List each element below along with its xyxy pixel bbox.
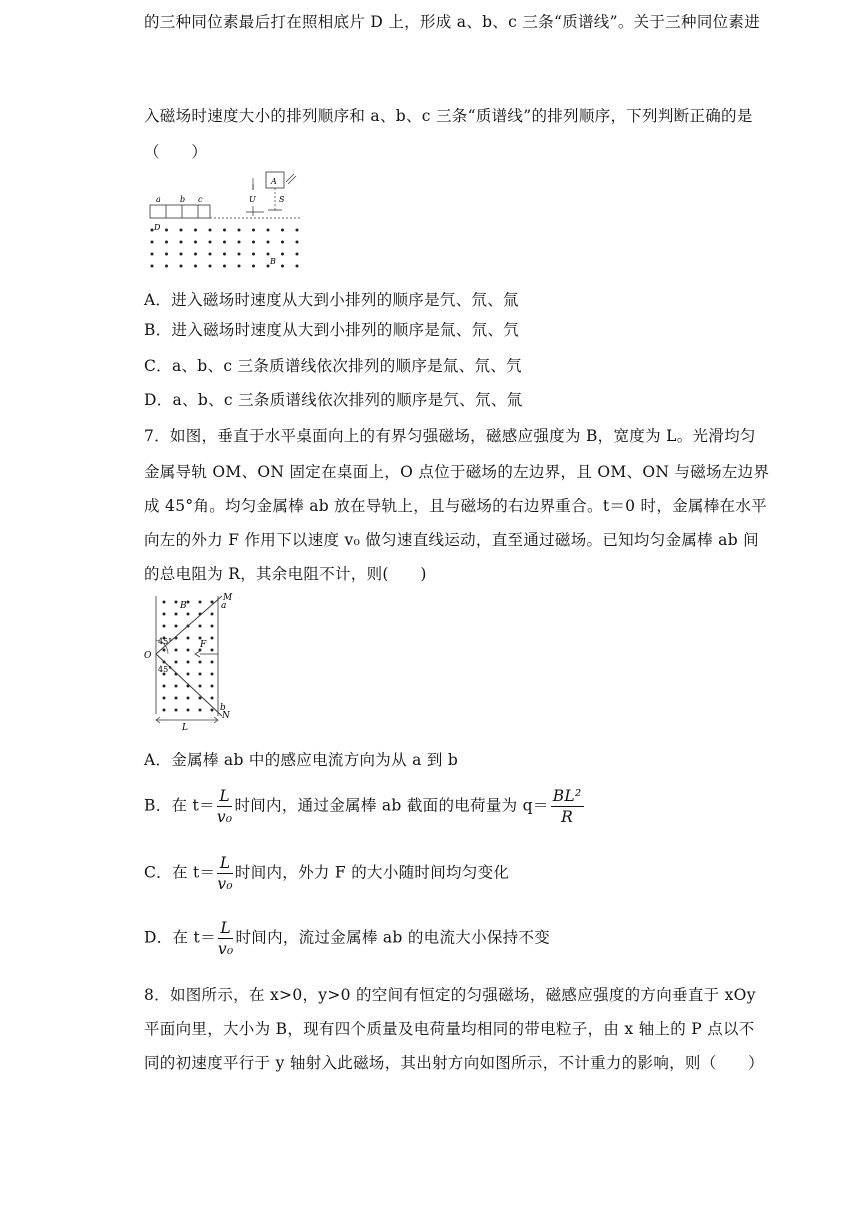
field-dot <box>223 265 226 268</box>
fraction-denominator: R <box>561 808 574 826</box>
field-dot <box>187 697 190 700</box>
field-dot <box>211 613 214 616</box>
q7-option-d <box>144 918 550 959</box>
q7-option-c <box>144 853 509 894</box>
field-dot <box>211 661 214 664</box>
field-dot <box>252 241 255 244</box>
field-dot <box>163 649 166 652</box>
field-dot <box>187 661 190 664</box>
q7-option-b <box>144 786 586 827</box>
field-dot <box>209 241 212 244</box>
field-dot <box>211 709 214 712</box>
q6-option-b: B．进入磁场时速度从大到小排列的顺序是氚、氘、氕 <box>144 321 520 339</box>
field-dot <box>281 241 284 244</box>
field-dot <box>267 229 270 232</box>
q7-label-M: M <box>223 593 233 603</box>
field-dot <box>187 673 190 676</box>
q6-label-U: U <box>249 195 256 204</box>
field-dot <box>151 253 154 256</box>
field-dot <box>223 229 226 232</box>
q7-option-c-prefix: C．在 t＝ <box>144 863 216 882</box>
q6-option-d: D．a、b、c 三条质谱线依次排列的顺序是氕、氘、氚 <box>144 391 523 409</box>
q7-option-d-suffix: 时间内，流过金属棒 ab 的电流大小保持不变 <box>235 928 551 947</box>
q8-text-line-3: 同的初速度平行于 y 轴射入此磁场，其出射方向如图所示，不计重力的影响，则（ ） <box>144 1054 764 1072</box>
q7-label-B: B <box>180 601 187 611</box>
field-dot <box>209 229 212 232</box>
field-dot <box>163 625 166 628</box>
field-dot <box>281 229 284 232</box>
fraction-numerator: L <box>218 918 234 939</box>
q7-text-line-1: 7．如图，垂直于水平桌面向上的有界匀强磁场，磁感应强度为 B，宽度为 L。光滑均匀 <box>144 427 756 445</box>
q7-option-c-time-fraction <box>217 853 233 894</box>
q6-option-a: A．进入磁场时速度从大到小排列的顺序是氕、氘、氚 <box>144 291 519 309</box>
field-dot <box>238 229 241 232</box>
fraction-denominator: v₀ <box>216 808 233 826</box>
q7-option-b-time-fraction <box>217 786 233 827</box>
field-dot <box>281 253 284 256</box>
fraction-denominator: v₀ <box>217 940 234 958</box>
field-dot <box>199 601 202 604</box>
field-dot <box>165 253 168 256</box>
field-dot <box>163 613 166 616</box>
q7-label-L: L <box>182 723 188 732</box>
field-dot <box>187 709 190 712</box>
field-dot <box>163 685 166 688</box>
field-dot <box>187 637 190 640</box>
q6-label-b: b <box>180 195 186 204</box>
field-dot <box>175 649 178 652</box>
field-dot <box>180 253 183 256</box>
q6-label-D: D <box>154 223 161 232</box>
field-dot <box>267 241 270 244</box>
field-dot <box>296 241 299 244</box>
q7-label-F: F <box>200 640 207 650</box>
field-dot <box>211 601 214 604</box>
q7-label-a: a <box>221 601 227 611</box>
q7-text-line-2: 金属导轨 OM、ON 固定在桌面上，O 点位于磁场的左边界，且 OM、ON 与磁场左边界 <box>144 463 770 481</box>
field-dot <box>252 253 255 256</box>
field-dot <box>187 649 190 652</box>
field-dot <box>187 601 190 604</box>
field-dot <box>175 685 178 688</box>
q7-label-N: N <box>222 711 230 721</box>
field-dot <box>194 265 197 268</box>
q6-label-S: S <box>279 195 285 204</box>
field-dot <box>199 661 202 664</box>
field-dot <box>296 253 299 256</box>
field-dot <box>194 253 197 256</box>
field-dot <box>209 253 212 256</box>
q7-text-line-3: 成 45°角。均匀金属棒 ab 放在导轨上，且与磁场的右边界重合。t＝0 时，金属棒在水平 <box>144 497 767 515</box>
field-dot <box>211 697 214 700</box>
q6-text-line-3: （ ） <box>144 143 208 161</box>
q7-label-45-top: 45° <box>158 637 173 646</box>
field-dot <box>175 709 178 712</box>
field-dot <box>199 673 202 676</box>
q7-option-c-suffix: 时间内，外力 F 的大小随时间均匀变化 <box>234 863 510 882</box>
field-dot <box>199 697 202 700</box>
field-dot <box>165 241 168 244</box>
field-dot <box>223 241 226 244</box>
field-dot <box>175 697 178 700</box>
q6-label-a: a <box>156 195 161 204</box>
q6-figure <box>146 170 306 276</box>
field-dot <box>175 625 178 628</box>
field-dot <box>209 265 212 268</box>
q7-option-a: A．金属棒 ab 中的感应电流方向为从 a 到 b <box>144 751 459 769</box>
field-dot <box>175 661 178 664</box>
field-dot <box>211 649 214 652</box>
field-dot <box>211 685 214 688</box>
field-dot <box>180 229 183 232</box>
field-dot <box>187 613 190 616</box>
q6-text-line-1: 的三种同位素最后打在照相底片 D 上，形成 a、b、c 三条“质谱线”。关于三种同位素进 <box>144 13 761 31</box>
q8-text-line-1: 8．如图所示，在 x>0，y>0 的空间有恒定的匀强磁场，磁感应强度的方向垂直于 xOy <box>144 986 756 1004</box>
field-dot <box>267 253 270 256</box>
fraction-denominator: v₀ <box>217 875 233 893</box>
field-dot <box>281 265 284 268</box>
q6-label-B: B <box>270 257 276 266</box>
field-dot <box>165 229 168 232</box>
q8-text-line-2: 平面向里，大小为 B，现有四个质量及电荷量均相同的带电粒子，由 x 轴上的 P 点以不 <box>144 1020 755 1038</box>
field-dot <box>238 241 241 244</box>
field-dot <box>199 625 202 628</box>
q6-option-c: C．a、b、c 三条质谱线依次排列的顺序是氚、氘、氕 <box>144 357 522 375</box>
field-dot <box>238 265 241 268</box>
field-dot <box>165 265 168 268</box>
q6-label-A: A <box>271 177 277 186</box>
q7-label-O: O <box>144 651 152 661</box>
field-dot <box>151 241 154 244</box>
field-dot <box>238 253 241 256</box>
field-dot <box>163 601 166 604</box>
field-dot <box>296 265 299 268</box>
q7-option-b-middle: 时间内，通过金属棒 ab 截面的电荷量为 q＝ <box>234 796 549 815</box>
field-dot <box>163 709 166 712</box>
q7-option-d-time-fraction <box>218 918 234 959</box>
q7-option-b-charge-fraction <box>551 786 584 827</box>
fraction-numerator: BL² <box>552 787 582 805</box>
field-dot <box>199 709 202 712</box>
q7-label-b: b <box>220 703 226 713</box>
fraction-numerator: L <box>217 853 233 874</box>
field-dot <box>175 601 178 604</box>
field-dot <box>211 637 214 640</box>
field-dot <box>252 229 255 232</box>
q7-label-45-bottom: 45° <box>158 665 173 674</box>
field-dot <box>163 697 166 700</box>
field-dot <box>211 625 214 628</box>
field-dot <box>199 685 202 688</box>
q7-text-line-5: 的总电阻为 R，其余电阻不计，则( ) <box>144 565 427 583</box>
field-dot <box>296 229 299 232</box>
q7-option-b-prefix: B．在 t＝ <box>144 796 215 815</box>
q6-text-line-2: 入磁场时速度大小的排列顺序和 a、b、c 三条“质谱线”的排列顺序，下列判断正确的是 <box>144 107 753 125</box>
field-dot <box>194 229 197 232</box>
q7-text-line-4: 向左的外力 F 作用下以速度 v₀ 做匀速直线运动，直至通过磁场。已知均匀金属棒 ab 间 <box>144 531 759 549</box>
q7-figure <box>140 592 240 732</box>
field-dot <box>180 241 183 244</box>
field-dot <box>252 265 255 268</box>
field-dot <box>175 613 178 616</box>
field-dot <box>151 265 154 268</box>
field-dot <box>211 673 214 676</box>
field-dot <box>223 253 226 256</box>
field-dot <box>180 265 183 268</box>
q7-option-d-prefix: D．在 t＝ <box>144 928 216 947</box>
q6-label-c: c <box>198 195 203 204</box>
field-dot <box>194 241 197 244</box>
fraction-numerator: L <box>217 786 233 807</box>
